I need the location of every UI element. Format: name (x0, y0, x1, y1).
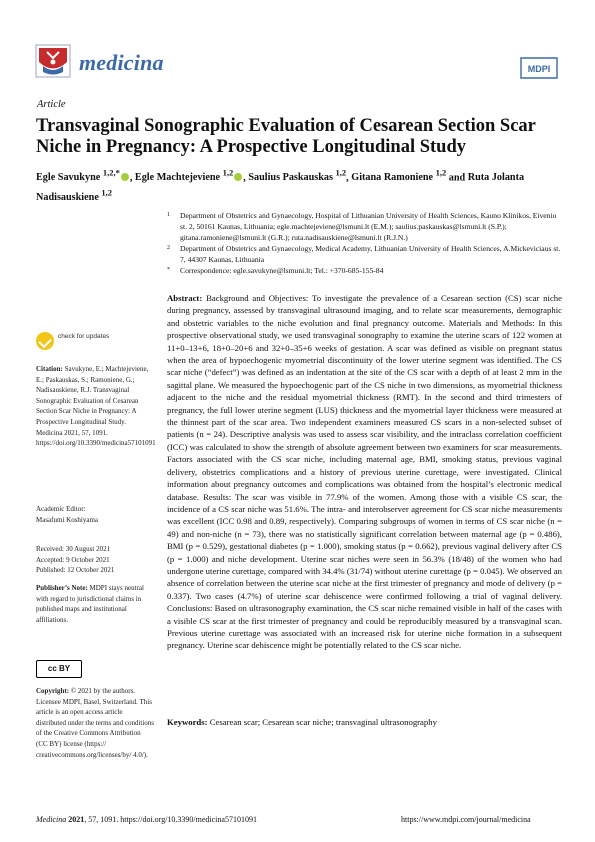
citation-block: Citation: Savukyne, E.; Machtejeviene, E.; Paskauskas, S.; Ramoniene, G.; Nadisauskiene, R.J. Transvaginal Sonographic Evaluation of Cesarean Section Scar Niche in Pregnancy: A Prospective Longitudinal Study. Medicina 2021, 57, 1091. https://doi.org/10.3390/medicina57101091 (36, 365, 156, 448)
check-updates-icon (36, 332, 54, 350)
abstract-text: Background and Objectives: To investigate the prevalence of a Cesarean section (CS) scar niche during pregnancy, assessed by transvaginal ultrasound imaging, and to relate scar measurements, demographic and obstetric variables to the niche evolution and final pregnancy outcome. Materials and Methods: In this prospective observational study, we used transvaginal sonography to examine the uterine scars of 122 women at 11+0–13+6, 18+0–20+6 and 32+0–35+6 weeks of gestation. A scar was defined as visible on pregnant status when the area of hypoechogenic myometrial discontinuity of the lower uterine segment was identified. The CS scar niche (“defect”) was defined as an indentation at the site of the CS scar with a depth of at least 2 mm in the sagittal plane. We measured the hypoechogenic part of the CS niche in two dimensions, as myometrial thickness adjacent to the niche and the residual myometrial thickness (RMT). In the second and third trimesters of pregnancy, the full lower uterine segment (LUS) thickness and the myometrial layer thickness were measured at the thinnest part of the scar area. Two independent examiners measured CS scars in a non-selected subset of patients (n = 24). Descriptive analysis was used to assess scar visibility, and the intraclass correlation coefficient (ICC) was calculated to show the strength of absolute agreement between two examiners for scar measurements. Factors associated with the CS scar niche, including maternal age, BMI, smoking status, previous vaginal delivery, obstetrics complications and a history of previous uterine curettage, were investigated. Clinical information about pregnancy outcomes and complications was obtained from the hospital’s electronic medical database. Results: The scar was visible in 77.9% of the women. Among those with a visible CS scar, the incidence of a CS scar niche was 51.6%. The intra- and interobserver agreement for CS scar niche measurements was excellent (ICC 0.98 and 0.89, respectively). Comparing subgroups of women in terms of CS scar niche (n = 49) and non-niche (n = 73), there was no statistically significant correlation between maternal age (p = 0.486), BMI (p = 0.529), gestational diabetes (p = 1.000), smoking status (p = 0.662), previous vaginal delivery after CS (p = 1.000) and niche development. Uterine scar niches were seen in 56.3% (18/48) of the women who had undergone uterine curettage, compared with 34.4% (31/74) without uterine curettage (p = 0.045). We observed an absence of correlation between the uterine scar niche at the first trimester of pregnancy and mode of delivery (p = 0.337). Two cases (4.7%) of uterine scar dehiscence were confirmed following a trial of vaginal delivery. Conclusions: Based on ultrasonography examination, the CS scar niche remained visible in half of the cases with a visible CS scar at the first trimester of pregnancy and could be reproducibly measured by a transvaginal scan. Previous uterine curettage was associated with an increased risk for uterine niche formation in a subsequent pregnancy. Uterine scar dehiscence might be potentially related to the CS scar niche. (167, 293, 562, 651)
published-date: Published: 12 October 2021 (36, 566, 115, 575)
journal-brand (35, 44, 235, 80)
abstract (167, 292, 562, 652)
footer-journal-url[interactable]: https://www.mdpi.com/journal/medicina (401, 815, 531, 824)
affiliation-2: 2 Department of Obstetrics and Gynaecology, Medical Academy, Lithuanian University of Health Sciences, A.Mickeviciaus st. 7, 44307 Kaunas, Lithuania (167, 244, 561, 264)
orcid-icon[interactable] (121, 173, 129, 181)
mdpi-logo-icon (517, 56, 561, 80)
article-type: Article (37, 99, 66, 110)
cc-by-license-icon[interactable]: cc BY (36, 660, 82, 678)
author-3: Saulius Paskauskas $^{1,2}$ (248, 168, 347, 184)
article-title: Transvaginal Sonographic Evaluation of Cesarean Section Scar Niche in Pregnancy: A Prospective Longitudinal Study (36, 116, 536, 157)
journal-name: medicina (79, 50, 164, 75)
medicina-logo-icon (35, 44, 71, 78)
author-1[interactable]: Egle Savukyne $^{1,2,*}$ (36, 172, 130, 183)
abstract-label: Abstract: (167, 293, 203, 303)
author-4: Gitana Ramoniene $^{1,2}$ (351, 168, 447, 184)
copyright: Copyright: © 2021 by the authors. Licensee MDPI, Basel, Switzerland. This article is an open access article distributed under the terms and conditions of the Creative Commons Attribution (CC BY) license (https:// creativecommons.org/licenses/by/ 4.0/). (36, 687, 155, 759)
academic-editor: Academic Editor: Masafumi Koshiyama (36, 505, 99, 524)
keywords (167, 716, 562, 728)
footer-citation: Medicina 2021, 57, 1091. https://doi.org/10.3390/medicina57101091 (36, 815, 257, 824)
correspondence: * Correspondence: egle.savukyne@lsmuni.lt; Tel.: +370-685-155-84 (167, 266, 384, 275)
author-2[interactable]: Egle Machtejeviene $^{1,2}$ (135, 172, 243, 183)
dates (36, 544, 154, 576)
keywords-label: Keywords: (167, 717, 208, 727)
publisher-note: Publisher’s Note: MDPI stays neutral with regard to jurisdictional claims in published maps and institutional affiliations. (36, 584, 144, 624)
author-5: Ruta Jolanta Nadisauskiene $^{1,2}$ (36, 172, 525, 203)
received-date: Received: 30 August 2021 (36, 545, 111, 553)
affiliation-1: 1 Department of Obstetrics and Gynaecology, Hospital of Lithuanian University of Health Sciences, Kauno Klinikos, Eiveniu st. 2, 50161 Kaunas, Lithuania; egle.machtejeviene@lsmuni.lt (E.M.); saulius.paskauskas@lsmuni.lt (S.P.); gitana.ramoniene@lsmuni.lt (G.R.); ruta.nadisauskiene@lsmuni.lt (R.J.N.) (167, 211, 557, 242)
check-for-updates-button[interactable] (36, 330, 116, 356)
footer-doi-link[interactable]: , 57, 1091. https://doi.org/10.3390/medicina57101091 (84, 815, 257, 824)
accepted-date: Accepted: 9 October 2021 (36, 555, 110, 564)
orcid-icon[interactable] (234, 173, 242, 181)
mdpi-logo-text: MDPI (527, 64, 551, 74)
check-updates-label: check for updates (58, 333, 110, 340)
author-list: Egle Savukyne $^{1,2,*}$ , Egle Machtejeviene $^{1,2}$ , Saulius Paskauskas $^{1,2}$, Gitana Ramoniene $^{1,2}$ and Ruta Jolanta Nadisauskiene $^{1,2}$ (36, 168, 525, 203)
keywords-text: Cesarean scar; Cesarean scar niche; transvaginal ultrasonography (209, 717, 437, 727)
affiliations (167, 210, 562, 276)
